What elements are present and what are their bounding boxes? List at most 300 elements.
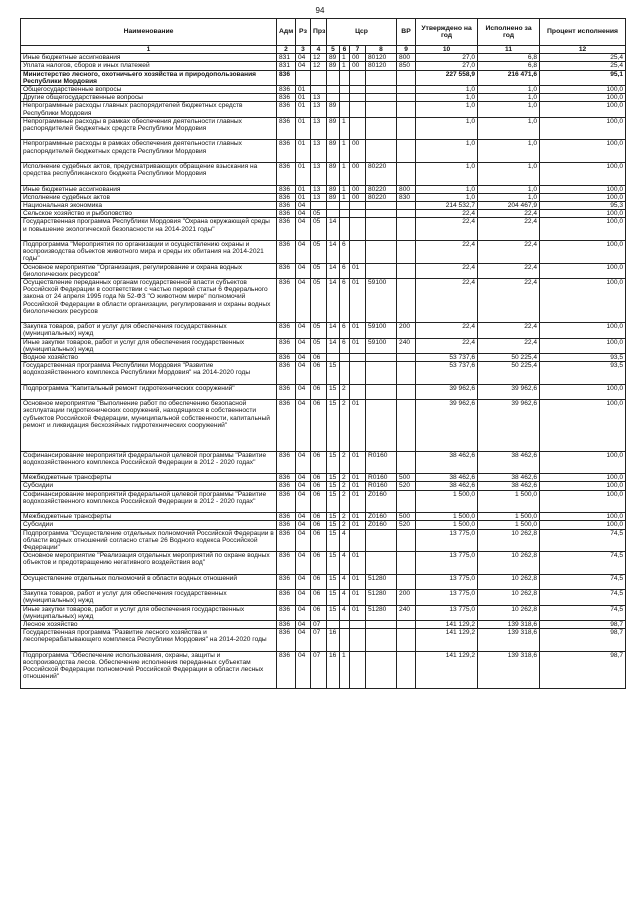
index-cell: 3	[296, 46, 311, 54]
row-csr-subprogram: 6	[340, 279, 350, 323]
row-csr-event	[350, 651, 366, 688]
row-plan: 1,0	[416, 102, 478, 117]
row-csr-program: 15	[327, 474, 340, 482]
row-rz: 04	[296, 218, 311, 241]
row-prz	[311, 70, 327, 85]
row-percent: 98,7	[540, 629, 626, 652]
table-body	[21, 54, 626, 689]
row-fact: 50 225,4	[478, 362, 540, 385]
row-fact: 1,0	[478, 86, 540, 94]
row-prz: 13	[311, 140, 327, 163]
row-csr-event	[350, 384, 366, 399]
row-csr-direction	[366, 621, 397, 629]
row-adm: 836	[277, 384, 296, 399]
row-vr	[397, 94, 416, 102]
row-name: Непрограммные расходы главных распорядителей бюджетных средств Республики Мордовия	[21, 102, 277, 117]
row-csr-subprogram: 6	[340, 241, 350, 264]
row-percent: 100,0	[540, 140, 626, 163]
row-fact: 22,4	[478, 263, 540, 278]
row-rz: 04	[296, 362, 311, 385]
row-csr-direction	[366, 651, 397, 688]
row-csr-event: 01	[350, 605, 366, 620]
row-csr-program: 89	[327, 163, 340, 186]
row-name: Государственная программа Республики Мордовия "Развитие водохозяйственного комплекса Республики Мордовия" на 2014-2020 годы	[21, 362, 277, 385]
row-prz: 05	[311, 218, 327, 241]
row-plan: 13 775,0	[416, 574, 478, 589]
row-csr-event	[350, 241, 366, 264]
row-prz: 06	[311, 513, 327, 521]
row-adm: 836	[277, 590, 296, 605]
row-csr-direction	[366, 241, 397, 264]
row-csr-program: 14	[327, 279, 340, 323]
row-fact: 50 225,4	[478, 354, 540, 362]
row-rz: 01	[296, 163, 311, 186]
row-fact: 22,4	[478, 323, 540, 338]
row-percent: 25,4	[540, 62, 626, 70]
table-row	[21, 482, 626, 490]
row-adm: 836	[277, 218, 296, 241]
table-row	[21, 54, 626, 62]
row-plan: 13 775,0	[416, 590, 478, 605]
row-csr-subprogram	[340, 629, 350, 652]
row-percent: 100,0	[540, 241, 626, 264]
row-vr: 830	[397, 193, 416, 201]
row-vr	[397, 651, 416, 688]
row-plan: 13 775,0	[416, 529, 478, 552]
row-percent: 74,5	[540, 590, 626, 605]
row-csr-event: 01	[350, 513, 366, 521]
row-csr-program: 15	[327, 362, 340, 385]
row-csr-event: 00	[350, 140, 366, 163]
row-csr-event: 00	[350, 62, 366, 70]
row-prz: 12	[311, 62, 327, 70]
index-cell: 9	[397, 46, 416, 54]
row-vr	[397, 70, 416, 85]
row-percent: 100,0	[540, 474, 626, 482]
row-plan: 141 129,2	[416, 651, 478, 688]
row-prz: 13	[311, 94, 327, 102]
index-row	[21, 46, 626, 54]
table-row	[21, 362, 626, 385]
row-csr-direction	[366, 86, 397, 94]
row-fact: 139 318,6	[478, 629, 540, 652]
row-plan: 22,4	[416, 338, 478, 353]
row-adm: 836	[277, 482, 296, 490]
row-adm: 836	[277, 400, 296, 451]
row-vr: 500	[397, 474, 416, 482]
row-prz: 05	[311, 323, 327, 338]
row-csr-program	[327, 210, 340, 218]
row-adm: 836	[277, 574, 296, 589]
row-name: Подпрограмма "Капитальный ремонт гидротехнических сооружений"	[21, 384, 277, 399]
table-row	[21, 400, 626, 451]
row-plan: 1,0	[416, 185, 478, 193]
row-csr-subprogram: 2	[340, 513, 350, 521]
row-fact: 1 500,0	[478, 490, 540, 513]
row-plan: 227 558,9	[416, 70, 478, 85]
row-plan: 141 129,2	[416, 629, 478, 652]
row-prz: 13	[311, 117, 327, 140]
row-adm: 836	[277, 202, 296, 210]
row-csr-program	[327, 94, 340, 102]
row-rz: 04	[296, 210, 311, 218]
row-fact: 204 467,9	[478, 202, 540, 210]
row-rz: 04	[296, 651, 311, 688]
row-rz: 04	[296, 451, 311, 474]
row-prz: 06	[311, 521, 327, 529]
row-vr: 800	[397, 54, 416, 62]
row-csr-subprogram: 4	[340, 605, 350, 620]
row-name: Водное хозяйство	[21, 354, 277, 362]
row-name: Софинансирование мероприятий федеральной целевой программы "Развитие водохозяйственного комплекса Российской Федерации в 2012 - 2020 годах"	[21, 490, 277, 513]
row-prz: 13	[311, 193, 327, 201]
row-adm: 836	[277, 529, 296, 552]
row-csr-event: 01	[350, 323, 366, 338]
row-fact: 39 962,6	[478, 384, 540, 399]
row-vr	[397, 210, 416, 218]
row-vr: 200	[397, 590, 416, 605]
index-cell: 12	[540, 46, 626, 54]
row-adm: 836	[277, 163, 296, 186]
row-csr-event	[350, 354, 366, 362]
table-row	[21, 202, 626, 210]
row-csr-direction: 59100	[366, 338, 397, 353]
row-fact: 38 462,6	[478, 474, 540, 482]
index-cell: 7	[350, 46, 366, 54]
row-csr-event: 00	[350, 185, 366, 193]
row-rz: 04	[296, 384, 311, 399]
row-csr-program: 15	[327, 574, 340, 589]
row-csr-direction: 59100	[366, 323, 397, 338]
row-csr-direction: 80120	[366, 54, 397, 62]
row-name: Сельское хозяйство и рыболовство	[21, 210, 277, 218]
row-name: Основное мероприятие "Выполнение работ по обеспечению безопасной эксплуатации гидротехнических сооружений, находящихся в собственности субъектов Российской Федерации, муниципальной собственности, капитальный ремонт и ликвидация бесхозяйных гидротехнических сооружений"	[21, 400, 277, 451]
table-row	[21, 279, 626, 323]
row-csr-direction: 59100	[366, 279, 397, 323]
row-plan: 1,0	[416, 86, 478, 94]
row-vr: 200	[397, 323, 416, 338]
row-prz: 07	[311, 629, 327, 652]
row-csr-subprogram: 6	[340, 263, 350, 278]
index-cell: 4	[311, 46, 327, 54]
row-csr-subprogram: 4	[340, 590, 350, 605]
row-percent: 100,0	[540, 117, 626, 140]
row-adm: 836	[277, 263, 296, 278]
row-plan: 1 500,0	[416, 490, 478, 513]
row-name: Непрограммные расходы в рамках обеспечения деятельности главных распорядителей бюджетных средств Республики Мордовия	[21, 117, 277, 140]
row-percent: 93,5	[540, 354, 626, 362]
row-fact: 1,0	[478, 193, 540, 201]
row-percent: 100,0	[540, 490, 626, 513]
row-plan: 1,0	[416, 117, 478, 140]
row-csr-direction	[366, 400, 397, 451]
row-adm: 836	[277, 552, 296, 575]
row-name: Осуществление отдельных полномочий в области водных отношений	[21, 574, 277, 589]
row-adm: 836	[277, 621, 296, 629]
row-vr	[397, 86, 416, 94]
row-csr-subprogram: 1	[340, 163, 350, 186]
row-prz: 06	[311, 590, 327, 605]
header-fact: Исполнено за год	[478, 19, 540, 46]
row-plan: 1,0	[416, 163, 478, 186]
row-adm: 836	[277, 279, 296, 323]
row-rz: 04	[296, 400, 311, 451]
row-name: Софинансирование мероприятий федеральной целевой программы "Развитие водохозяйственного комплекса Российской Федерации в 2012 - 2020 годах"	[21, 451, 277, 474]
header-csr: Цср	[327, 19, 397, 46]
row-fact: 10 262,8	[478, 590, 540, 605]
row-adm: 836	[277, 86, 296, 94]
row-fact: 22,4	[478, 338, 540, 353]
row-csr-program: 15	[327, 605, 340, 620]
row-csr-program: 89	[327, 54, 340, 62]
row-name: Государственная программа "Развитие лесного хозяйства и лесоперерабатывающего комплекса Республики Мордовия" на 2014-2020 годы	[21, 629, 277, 652]
row-vr	[397, 102, 416, 117]
row-csr-direction: R0160	[366, 451, 397, 474]
budget-table	[20, 18, 626, 689]
row-prz: 06	[311, 482, 327, 490]
row-rz: 04	[296, 490, 311, 513]
row-name: Межбюджетные трансферты	[21, 474, 277, 482]
row-plan: 1,0	[416, 140, 478, 163]
table-row	[21, 521, 626, 529]
row-name: Иные бюджетные ассигнования	[21, 185, 277, 193]
row-adm: 836	[277, 94, 296, 102]
row-adm: 836	[277, 362, 296, 385]
row-vr	[397, 263, 416, 278]
table-row	[21, 163, 626, 186]
row-csr-subprogram: 1	[340, 651, 350, 688]
row-csr-direction	[366, 102, 397, 117]
row-prz: 06	[311, 574, 327, 589]
row-rz: 04	[296, 279, 311, 323]
row-csr-event	[350, 629, 366, 652]
row-percent: 100,0	[540, 94, 626, 102]
row-vr: 500	[397, 513, 416, 521]
row-adm: 836	[277, 490, 296, 513]
row-percent: 100,0	[540, 86, 626, 94]
row-adm: 836	[277, 117, 296, 140]
row-prz: 05	[311, 263, 327, 278]
row-csr-event: 01	[350, 279, 366, 323]
row-prz: 13	[311, 185, 327, 193]
row-csr-direction	[366, 354, 397, 362]
row-csr-event: 01	[350, 490, 366, 513]
row-fact: 139 318,6	[478, 621, 540, 629]
row-csr-subprogram: 1	[340, 185, 350, 193]
row-name: Государственная программа Республики Мордовия "Охрана окружающей среды и повышение экологической безопасности на 2014-2021 годы"	[21, 218, 277, 241]
row-csr-program: 15	[327, 529, 340, 552]
row-csr-subprogram: 1	[340, 193, 350, 201]
row-vr	[397, 490, 416, 513]
row-fact: 6,8	[478, 54, 540, 62]
row-csr-subprogram: 2	[340, 451, 350, 474]
row-csr-event	[350, 102, 366, 117]
row-csr-subprogram	[340, 94, 350, 102]
row-name: Общегосударственные вопросы	[21, 86, 277, 94]
row-csr-direction: 51280	[366, 574, 397, 589]
row-csr-direction	[366, 263, 397, 278]
row-csr-event	[350, 86, 366, 94]
table-row	[21, 474, 626, 482]
table-row	[21, 218, 626, 241]
row-name: Основное мероприятие "Реализация отдельных мероприятий по охране водных объектов и предотвращению негативного воздействия вод"	[21, 552, 277, 575]
row-vr: 520	[397, 482, 416, 490]
row-csr-subprogram	[340, 70, 350, 85]
row-csr-event	[350, 117, 366, 140]
row-rz	[296, 70, 311, 85]
row-percent: 74,5	[540, 529, 626, 552]
row-plan: 22,4	[416, 218, 478, 241]
table-row	[21, 117, 626, 140]
header-rz: Рз	[296, 19, 311, 46]
row-prz	[311, 86, 327, 94]
row-adm: 836	[277, 605, 296, 620]
row-rz: 04	[296, 263, 311, 278]
row-csr-direction: Z0160	[366, 513, 397, 521]
row-vr	[397, 202, 416, 210]
row-plan: 38 462,6	[416, 482, 478, 490]
row-name: Осуществление переданных органам государственной власти субъектов Российской Федерации в соответствии с частью первой статьи 6 Федерального закона от 24 апреля 1995 года № 52-ФЗ "О животном мире" полномочий Российской Федерации в области организации, регулирования и охраны водных биологических ресурсов	[21, 279, 277, 323]
row-percent: 100,0	[540, 400, 626, 451]
row-csr-event	[350, 362, 366, 385]
row-name: Субсидии	[21, 482, 277, 490]
row-csr-direction	[366, 94, 397, 102]
row-vr: 520	[397, 521, 416, 529]
row-csr-program: 89	[327, 185, 340, 193]
row-rz: 01	[296, 140, 311, 163]
row-csr-program: 15	[327, 513, 340, 521]
row-name: Подпрограмма "Обеспечение использования, охраны, защиты и воспроизводства лесов. Обеспечение исполнения переданных субъектам Российской Федерации полномочий Российской Федерации в области лесных отношений"	[21, 651, 277, 688]
row-csr-direction: 51280	[366, 605, 397, 620]
table-row	[21, 384, 626, 399]
row-fact: 38 462,6	[478, 451, 540, 474]
row-prz: 06	[311, 529, 327, 552]
index-cell: 8	[366, 46, 397, 54]
header-adm: Адм	[277, 19, 296, 46]
row-adm: 836	[277, 354, 296, 362]
index-cell: 11	[478, 46, 540, 54]
row-name: Лесное хозяйство	[21, 621, 277, 629]
row-percent: 98,7	[540, 651, 626, 688]
table-row	[21, 651, 626, 688]
row-csr-direction	[366, 140, 397, 163]
row-plan: 38 462,6	[416, 474, 478, 482]
row-csr-subprogram	[340, 362, 350, 385]
row-adm: 836	[277, 338, 296, 353]
row-csr-program: 89	[327, 62, 340, 70]
row-fact: 1,0	[478, 102, 540, 117]
row-prz: 06	[311, 605, 327, 620]
row-adm: 836	[277, 241, 296, 264]
row-csr-subprogram: 6	[340, 338, 350, 353]
row-rz: 01	[296, 94, 311, 102]
row-vr	[397, 279, 416, 323]
row-vr: 240	[397, 338, 416, 353]
row-prz: 06	[311, 362, 327, 385]
row-name: Министерство лесного, охотничьего хозяйства и природопользования Республики Мордовия	[21, 70, 277, 85]
row-rz: 04	[296, 62, 311, 70]
row-csr-subprogram	[340, 621, 350, 629]
row-prz: 06	[311, 400, 327, 451]
row-csr-event: 00	[350, 163, 366, 186]
row-vr	[397, 574, 416, 589]
row-csr-program	[327, 354, 340, 362]
row-csr-direction: R0160	[366, 474, 397, 482]
table-row	[21, 193, 626, 201]
row-csr-program: 14	[327, 338, 340, 353]
row-csr-subprogram: 1	[340, 140, 350, 163]
row-vr	[397, 362, 416, 385]
row-fact: 1,0	[478, 94, 540, 102]
row-prz: 05	[311, 338, 327, 353]
row-plan: 13 775,0	[416, 552, 478, 575]
row-prz: 06	[311, 552, 327, 575]
row-name: Национальная экономика	[21, 202, 277, 210]
row-name: Исполнение судебных актов	[21, 193, 277, 201]
row-vr	[397, 529, 416, 552]
row-adm: 836	[277, 70, 296, 85]
row-percent: 74,5	[540, 574, 626, 589]
row-adm: 836	[277, 521, 296, 529]
row-fact: 6,8	[478, 62, 540, 70]
row-csr-subprogram	[340, 102, 350, 117]
header-prz: Прз	[311, 19, 327, 46]
row-prz: 13	[311, 163, 327, 186]
row-csr-event: 01	[350, 451, 366, 474]
row-percent: 100,0	[540, 193, 626, 201]
row-csr-subprogram	[340, 210, 350, 218]
row-csr-event: 01	[350, 552, 366, 575]
row-csr-subprogram: 1	[340, 54, 350, 62]
row-percent: 95,1	[540, 70, 626, 85]
row-plan: 38 462,6	[416, 451, 478, 474]
row-fact: 22,4	[478, 210, 540, 218]
table-row	[21, 552, 626, 575]
row-csr-direction	[366, 210, 397, 218]
row-csr-program: 89	[327, 140, 340, 163]
row-csr-direction	[366, 117, 397, 140]
row-rz: 01	[296, 185, 311, 193]
row-csr-subprogram: 2	[340, 482, 350, 490]
table-row	[21, 338, 626, 353]
row-rz: 04	[296, 552, 311, 575]
row-csr-event	[350, 529, 366, 552]
index-cell: 1	[21, 46, 277, 54]
page-number: 94	[315, 6, 325, 15]
row-plan: 214 532,7	[416, 202, 478, 210]
row-rz: 01	[296, 117, 311, 140]
row-csr-event: 01	[350, 263, 366, 278]
row-csr-direction	[366, 70, 397, 85]
row-prz: 07	[311, 621, 327, 629]
row-csr-direction	[366, 218, 397, 241]
row-prz	[311, 202, 327, 210]
row-csr-program: 89	[327, 102, 340, 117]
row-csr-event: 01	[350, 482, 366, 490]
row-fact: 139 318,6	[478, 651, 540, 688]
row-rz: 04	[296, 513, 311, 521]
row-percent: 100,0	[540, 323, 626, 338]
row-plan: 22,4	[416, 323, 478, 338]
table-row	[21, 605, 626, 620]
row-fact: 38 462,6	[478, 482, 540, 490]
row-csr-event	[350, 70, 366, 85]
row-plan: 39 962,6	[416, 384, 478, 399]
row-rz: 04	[296, 474, 311, 482]
table-row	[21, 451, 626, 474]
table-row	[21, 140, 626, 163]
row-csr-subprogram	[340, 86, 350, 94]
